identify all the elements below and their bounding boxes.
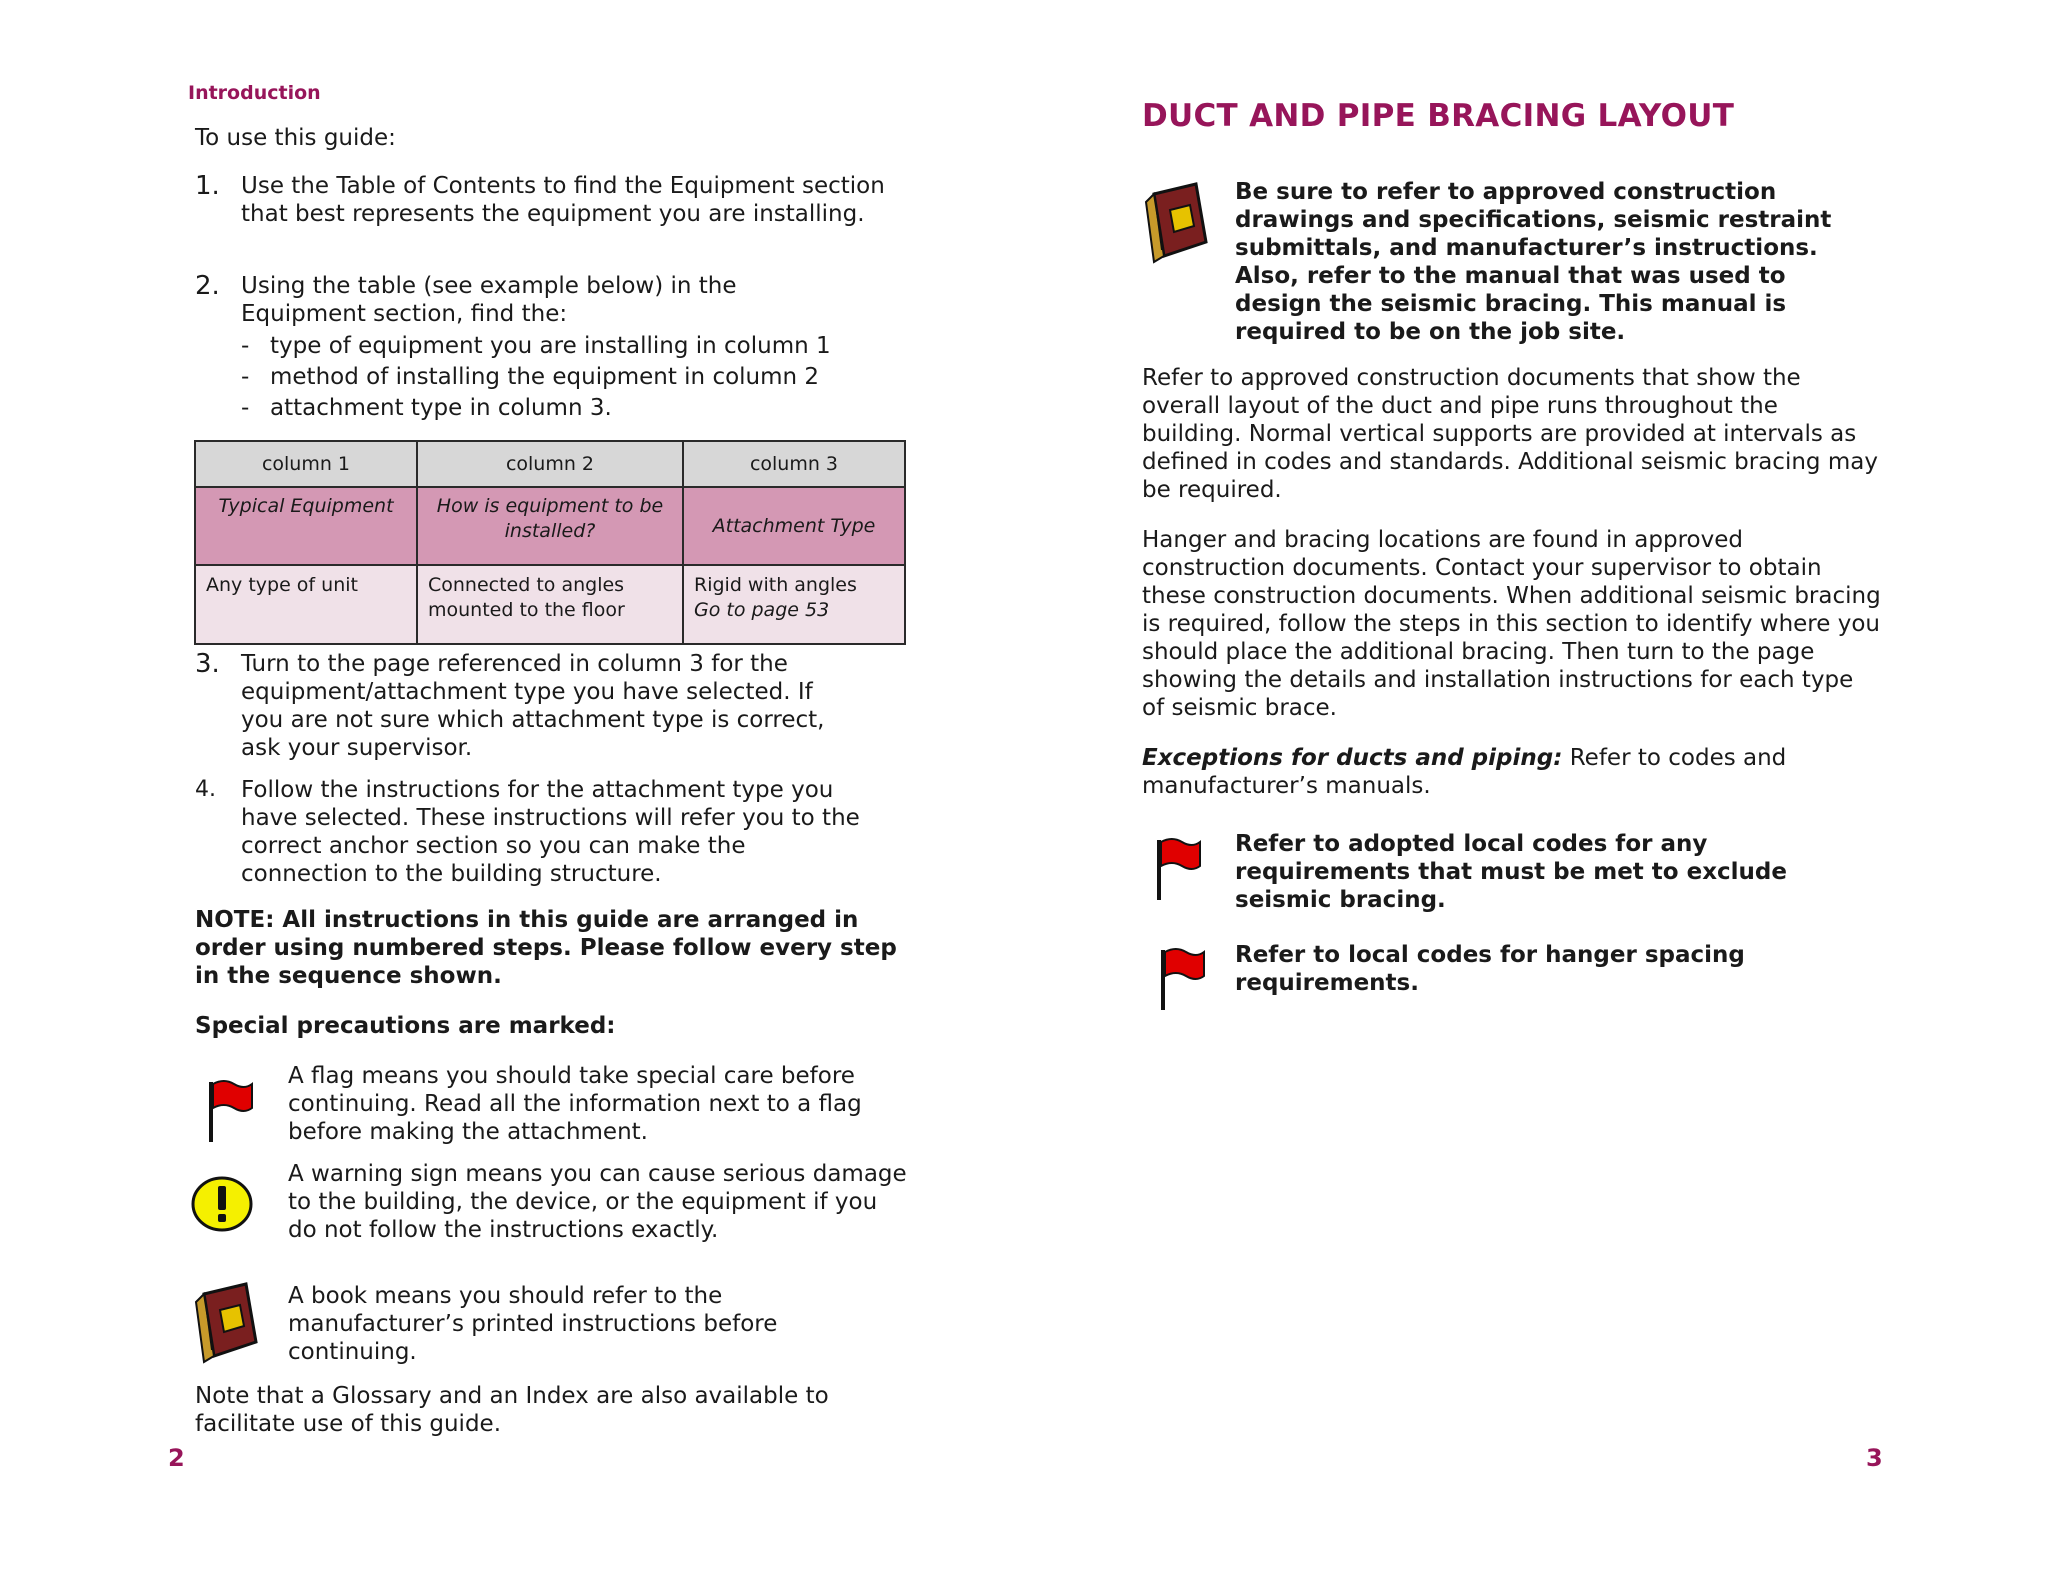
table-cell: Any type of unit (195, 565, 417, 644)
table-row (195, 487, 905, 565)
flag-icon (206, 1078, 256, 1144)
book-icon (190, 1280, 262, 1364)
step-number: 3. (195, 649, 220, 679)
step-number: 1. (195, 171, 220, 201)
precaution-warning-text: A warning sign means you can cause serious damage to the building, the device, or the equipment if you do not follow the instructions exactly. (288, 1161, 907, 1243)
paragraph: Hanger and bracing locations are found in approved construction documents. Contact your supervisor to obtain these construction documents. When additional seismic bracing is required, follow the steps in this section to identify where you should place the additional bracing. Then turn to the page showing the details and installation instructions for each type of seismic brace. (1142, 527, 1881, 721)
section-header: Introduction (188, 82, 321, 104)
table-cell: Typical Equipment (195, 487, 417, 565)
exceptions-label: Exceptions for ducts and piping: (1142, 745, 1563, 771)
note-paragraph: NOTE: All instructions in this guide are arranged in order using numbered steps. Please follow every step in the sequence shown. (195, 907, 897, 989)
step-1 (195, 172, 895, 228)
intro-text: To use this guide: (195, 125, 396, 151)
precaution-book-text: A book means you should refer to the manufacturer’s printed instructions before continuing. (288, 1283, 778, 1365)
step-3 (195, 650, 895, 762)
closing-paragraph: Note that a Glossary and an Index are also available to facilitate use of this guide. (195, 1383, 829, 1437)
flag-icon (1158, 946, 1208, 1012)
table-header-cell: column 3 (683, 441, 905, 487)
page-reference: Go to page 53 (694, 599, 830, 621)
step-2 (195, 272, 895, 424)
step-number: 2. (195, 271, 220, 301)
exceptions-paragraph (1142, 744, 1882, 800)
warning-icon (190, 1174, 254, 1234)
step-4 (195, 776, 895, 888)
list-item: - method of installing the equipment in column 2 (241, 364, 820, 390)
table-header-row (195, 441, 905, 487)
page-number-right: 3 (1866, 1444, 1883, 1472)
table-cell: Rigid with angles Go to page 53 (683, 565, 905, 644)
page-number-left: 2 (168, 1444, 185, 1472)
book-icon (1140, 180, 1212, 264)
book-note: Be sure to refer to approved construction drawings and specifications, seismic restraint submittals, and manufacturer’s instructions. Also, refer to the manual that was used to design the seismic bracing. This manual is required to be on the job site. (1235, 179, 1832, 345)
list-item: - type of equipment you are installing in column 1 (241, 333, 831, 359)
step-text: Turn to the page referenced in column 3 for the equipment/attachment type you have selected. If you are not sure which attachment type is correct, ask your supervisor. (241, 651, 825, 761)
step-number: 4. (195, 777, 216, 802)
exceptions-text: Refer to codes and manufacturer’s manuals. (1142, 745, 1787, 799)
table-row (195, 565, 905, 644)
flag-note: Refer to adopted local codes for any requirements that must be met to exclude seismic bracing. (1235, 831, 1787, 913)
list-item: - attachment type in column 3. (241, 395, 612, 421)
table-header-cell: column 2 (417, 441, 683, 487)
table-cell: How is equipment to be installed? (417, 487, 683, 565)
step-text: Follow the instructions for the attachment type you have selected. These instructions will refer you to the correct anchor section so you can make the connection to the building structure. (241, 777, 860, 887)
table-cell: Attachment Type (683, 487, 905, 565)
table-header-cell: column 1 (195, 441, 417, 487)
table-cell: Connected to angles mounted to the floor (417, 565, 683, 644)
example-table (194, 440, 906, 645)
page-title: DUCT AND PIPE BRACING LAYOUT (1142, 98, 1735, 134)
step-text: Use the Table of Contents to find the Equipment section that best represents the equipment you are installing. (241, 173, 885, 227)
flag-note: Refer to local codes for hanger spacing requirements. (1235, 942, 1745, 996)
step-text: Using the table (see example below) in the Equipment section, find the: (241, 273, 737, 327)
paragraph: Refer to approved construction documents that show the overall layout of the duct and pipe runs throughout the building. Normal vertical supports are provided at intervals as defined in codes and standards. Additional seismic bracing may be required. (1142, 365, 1878, 503)
flag-icon (1154, 836, 1204, 902)
precautions-title: Special precautions are marked: (195, 1013, 616, 1039)
precaution-flag-text: A flag means you should take special care before continuing. Read all the information next to a flag before making the attachment. (288, 1063, 862, 1145)
